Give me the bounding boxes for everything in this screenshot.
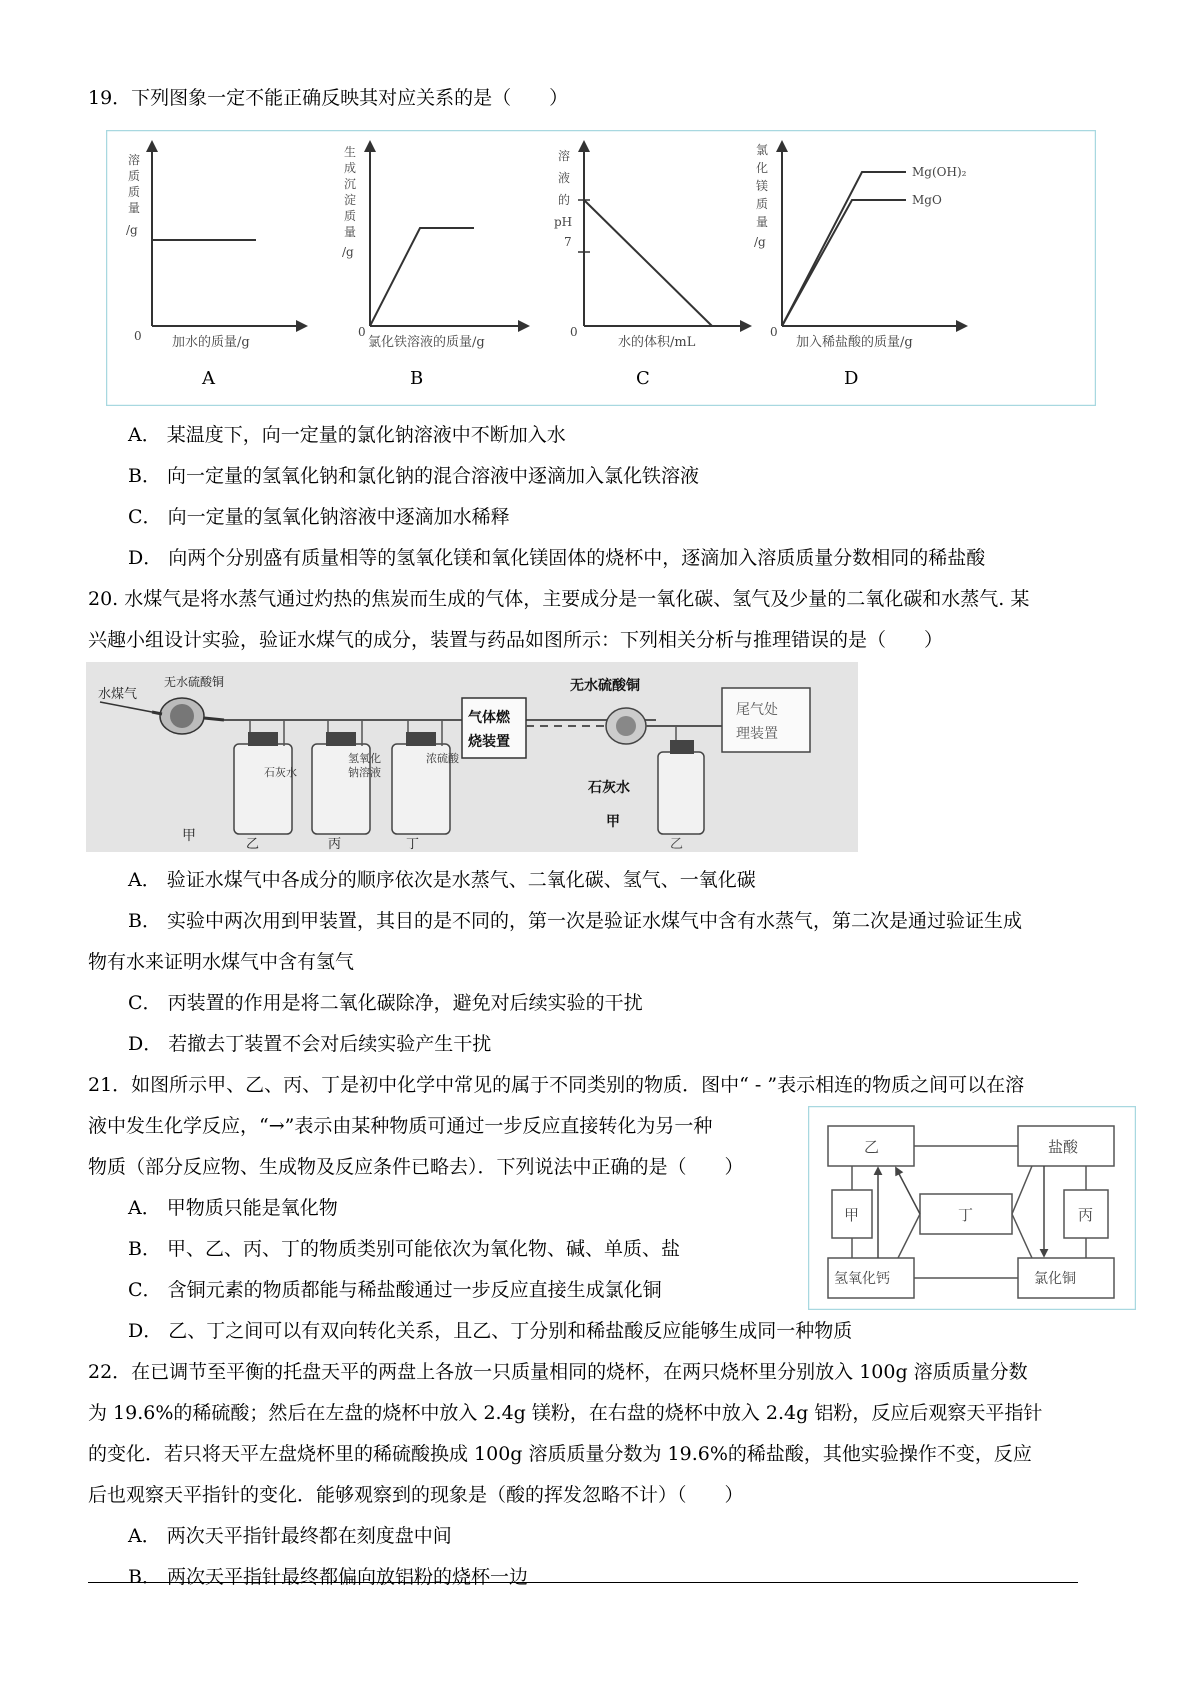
q22-stem-line1: 22．在已调节至平衡的托盘天平的两盘上各放一只质量相同的烧杯，在两只烧杯里分别放入 100g 溶质质量分数 bbox=[88, 1361, 1028, 1383]
label-cuso4-2: 无水硫酸铜 bbox=[570, 678, 640, 694]
svg-text:溶: 溶 bbox=[558, 149, 571, 163]
q20-option-b: B． 实验中两次用到甲装置，其目的是不同的，第一次是验证水煤气中含有水蒸气，第二次是通过验证生成 bbox=[128, 910, 1023, 932]
svg-text:淀: 淀 bbox=[344, 193, 357, 207]
page-footer-rule bbox=[88, 1582, 1078, 1583]
label-yi-2: 乙 bbox=[670, 837, 684, 852]
q22-stem-line2: 为 19.6%的稀硫酸；然后在左盘的烧杯中放入 2.4g 镁粉，在右盘的烧杯中放入 2.4g 铝粉，反应后观察天平指针 bbox=[88, 1402, 1043, 1424]
q22-stem-line4: 后也观察天平指针的变化．能够观察到的现象是（酸的挥发忽略不计）（ ） bbox=[88, 1484, 744, 1506]
graph-b-xlabel: 氯化铁溶液的质量/g bbox=[368, 335, 485, 350]
q20-apparatus-figure bbox=[86, 662, 858, 852]
graph-d-letter: D bbox=[844, 368, 859, 389]
label-jia-1: 甲 bbox=[182, 828, 196, 844]
graph-a-xlabel: 加水的质量/g bbox=[172, 335, 250, 350]
svg-text:的: 的 bbox=[558, 193, 571, 207]
q21-option-a: A． 甲物质只能是氧化物 bbox=[128, 1197, 338, 1219]
label-limewater-1: 石灰水 bbox=[264, 766, 297, 779]
graph-c-origin: 0 bbox=[570, 325, 578, 339]
q21-option-d: D． 乙、丁之间可以有双向转化关系，且乙、丁分别和稀盐酸反应能够生成同一种物质 bbox=[128, 1320, 853, 1342]
label-tail-line1: 尾气处 bbox=[736, 702, 778, 718]
svg-text:乙: 乙 bbox=[864, 1138, 880, 1156]
svg-text:量: 量 bbox=[344, 225, 357, 239]
svg-text:溶: 溶 bbox=[128, 153, 141, 167]
q21-stem-line1: 21．如图所示甲、乙、丙、丁是初中化学中常见的属于不同类别的物质．图中“ - ”表示相连的物质之间可以在溶 bbox=[88, 1074, 1025, 1096]
q20-option-d: D． 若撤去丁装置不会对后续实验产生干扰 bbox=[128, 1033, 492, 1055]
svg-text:氢氧化钙: 氢氧化钙 bbox=[834, 1271, 890, 1287]
graph-d-legend-mgo: MgO bbox=[912, 193, 942, 207]
graph-d-xlabel: 加入稀盐酸的质量/g bbox=[796, 335, 913, 350]
svg-text:镁: 镁 bbox=[756, 179, 769, 193]
svg-text:量: 量 bbox=[128, 201, 141, 215]
graph-b-letter: B bbox=[410, 368, 424, 389]
label-naoh-line1: 氢氧化 bbox=[348, 752, 381, 765]
svg-text:氯: 氯 bbox=[756, 143, 769, 157]
graph-a-letter: A bbox=[202, 368, 215, 389]
q20-option-c: C． 丙装置的作用是将二氧化碳除净，避免对后续实验的干扰 bbox=[128, 992, 643, 1014]
q22-stem-line3: 的变化．若只将天平左盘烧杯里的稀硫酸换成 100g 溶质质量分数为 19.6%的稀盐酸，其他实验操作不变，反应 bbox=[88, 1443, 1032, 1465]
label-yi-1: 乙 bbox=[246, 837, 260, 852]
q22-option-a: A． 两次天平指针最终都在刻度盘中间 bbox=[128, 1525, 452, 1547]
svg-text:质: 质 bbox=[128, 169, 141, 183]
svg-text:质: 质 bbox=[756, 197, 769, 211]
svg-text:丙: 丙 bbox=[1078, 1206, 1094, 1224]
q20-option-b-cont: 物有水来证明水煤气中含有氢气 bbox=[88, 951, 355, 973]
q19-option-c: C． 向一定量的氢氧化钠溶液中逐滴加水稀释 bbox=[128, 506, 510, 528]
graph-a-origin: 0 bbox=[134, 329, 142, 343]
graph-c-xlabel: 水的体积/mL bbox=[618, 335, 696, 350]
label-tail-line2: 理装置 bbox=[736, 726, 778, 742]
q19-option-a: A． 某温度下，向一定量的氯化钠溶液中不断加入水 bbox=[128, 424, 566, 446]
graph-d-legend-mgoh2: Mg(OH)₂ bbox=[912, 165, 967, 179]
q19-graphs-figure bbox=[106, 130, 1096, 406]
label-burner-line1: 气体燃 bbox=[468, 710, 510, 726]
svg-text:7: 7 bbox=[564, 235, 572, 249]
svg-text:沉: 沉 bbox=[344, 177, 357, 191]
svg-text:氯化铜: 氯化铜 bbox=[1034, 1271, 1076, 1287]
q22-option-b: B． 两次天平指针最终都偏向放铝粉的烧杯一边 bbox=[128, 1566, 529, 1588]
svg-text:/g: /g bbox=[754, 235, 766, 249]
label-cuso4-1: 无水硫酸铜 bbox=[164, 675, 225, 689]
svg-text:质: 质 bbox=[344, 209, 357, 223]
svg-text:/g: /g bbox=[126, 223, 138, 237]
label-naoh-line2: 钠溶液 bbox=[348, 766, 381, 779]
q21-stem-line3: 物质（部分反应物、生成物及反应条件已略去）．下列说法中正确的是（ ） bbox=[88, 1156, 744, 1178]
svg-text:pH: pH bbox=[554, 215, 573, 229]
q19-option-d: D． 向两个分别盛有质量相等的氢氧化镁和氧化镁固体的烧杯中，逐滴加入溶质质量分数相同的稀盐酸 bbox=[128, 547, 986, 569]
svg-text:质: 质 bbox=[128, 185, 141, 199]
svg-text:丁: 丁 bbox=[958, 1206, 974, 1224]
label-h2so4: 浓硫酸 bbox=[426, 752, 459, 765]
graph-c-letter: C bbox=[636, 368, 650, 389]
svg-text:生: 生 bbox=[344, 145, 357, 159]
svg-text:甲: 甲 bbox=[844, 1206, 860, 1224]
svg-text:成: 成 bbox=[344, 161, 357, 175]
label-burner-line2: 烧装置 bbox=[468, 734, 510, 750]
q21-option-b: B． 甲、乙、丙、丁的物质类别可能依次为氧化物、碱、单质、盐 bbox=[128, 1238, 681, 1260]
svg-text:/g: /g bbox=[342, 245, 354, 259]
tail-gas-box bbox=[722, 688, 810, 752]
label-water-gas: 水煤气 bbox=[98, 687, 138, 702]
q19-stem: 19．下列图象一定不能正确反映其对应关系的是（ ） bbox=[88, 87, 569, 109]
label-bing: 丙 bbox=[328, 837, 342, 852]
svg-text:化: 化 bbox=[756, 161, 769, 175]
q21-option-c: C． 含铜元素的物质都能与稀盐酸通过一步反应直接生成氯化铜 bbox=[128, 1279, 662, 1301]
q20-option-a: A． 验证水煤气中各成分的顺序依次是水蒸气、二氧化碳、氢气、一氧化碳 bbox=[128, 869, 756, 891]
svg-text:盐酸: 盐酸 bbox=[1048, 1138, 1079, 1156]
q20-stem-line1: 20. 水煤气是将水蒸气通过灼热的焦炭而生成的气体，主要成分是一氧化碳、氢气及少量的二氧化碳和水蒸气. 某 bbox=[88, 588, 1030, 610]
label-limewater-2: 石灰水 bbox=[588, 780, 630, 796]
label-jia-2: 甲 bbox=[606, 814, 620, 830]
q21-stem-line2: 液中发生化学反应，“→”表示由某种物质可通过一步反应直接转化为另一种 bbox=[88, 1115, 713, 1137]
svg-text:量: 量 bbox=[756, 215, 769, 229]
graph-b-origin: 0 bbox=[358, 325, 366, 339]
q20-stem-line2: 兴趣小组设计实验，验证水煤气的成分，装置与药品如图所示：下列相关分析与推理错误的是（ ） bbox=[88, 629, 944, 651]
q19-option-b: B． 向一定量的氢氧化钠和氯化钠的混合溶液中逐滴加入氯化铁溶液 bbox=[128, 465, 700, 487]
svg-text:液: 液 bbox=[558, 171, 571, 185]
label-ding: 丁 bbox=[406, 837, 420, 852]
q21-relation-diagram bbox=[808, 1106, 1136, 1310]
graph-d-origin: 0 bbox=[770, 325, 778, 339]
